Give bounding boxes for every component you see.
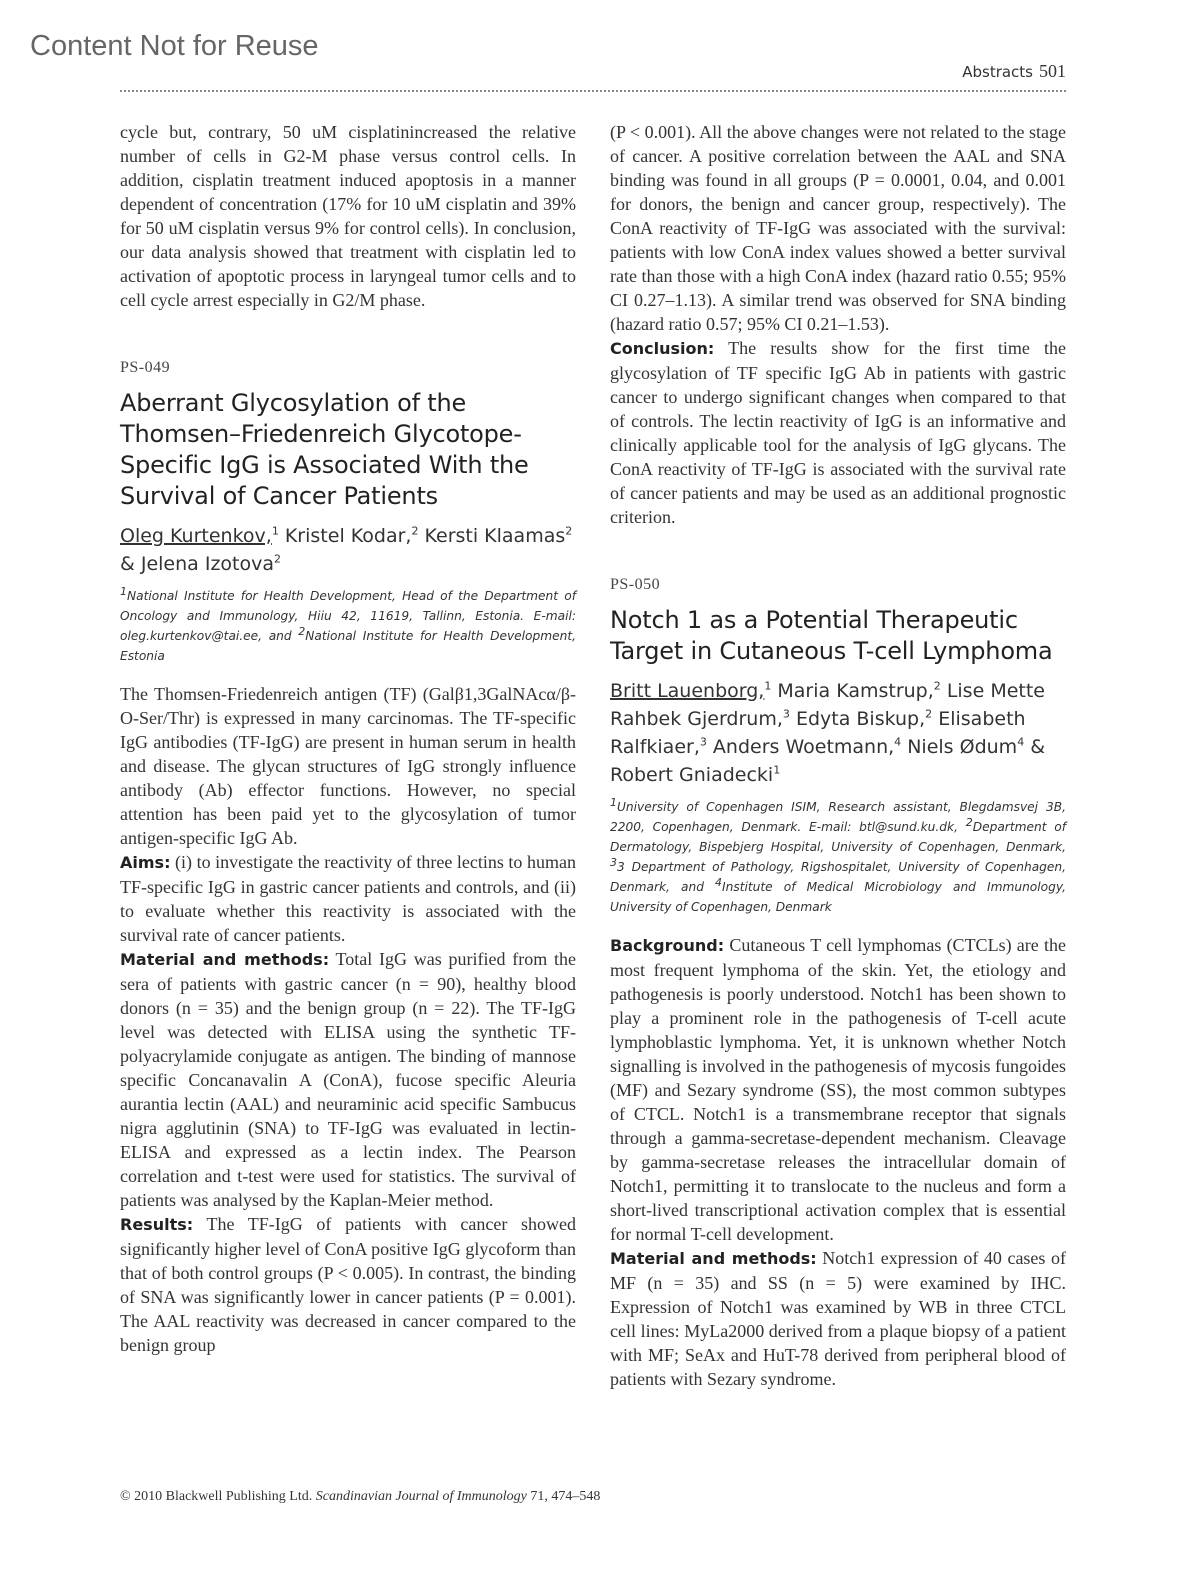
presenting-author: Oleg Kurtenkov, (120, 525, 272, 547)
author: Kristel Kodar, (278, 525, 412, 547)
section-heading: Conclusion: (610, 339, 715, 358)
section-heading: Material and methods: (120, 950, 330, 969)
abstract-title: Aberrant Glycosylation of the Thomsen–Friedenreich Glycotope-Specific IgG is Associated With the Survival of Cancer Patients (120, 389, 529, 510)
background-paragraph: Background: Cutaneous T cell lymphomas (CTCLs) are the most frequent lymphoma of the skin. Yet, the etiology and pathogenesis is poorly understood. Notch1 has been shown to play a prominent role in the pathogenesis of T-cell acute lymphoblastic lymphoma. Yet, it is unknown whether Notch signalling is involved in the pathogenesis of mycosis fungoides (MF) and Sezary syndrome (SS), the most common subtypes of CTCL. Notch1 is a transmembrane receptor that signals through a gamma-secretase-dependent mechanism. Cleavage by gamma-secretase releases the intracellular domain of Notch1, permitting it to translocate to the nucleus and form a short-lived transcriptional activation complex that is essential for normal T-cell development. (610, 935, 1066, 1244)
methods-paragraph: Material and methods: Total IgG was purified from the sera of patients with gastric cancer (n = 90), healthy blood donors (n = 35) and the benign group (n = 22). The TF-IgG level was detected with ELISA using the synthetic TF-polyacrylamide conjugate as antigen. The binding of mannose specific Concanavalin A (ConA), fucose specific Aleuria aurantia lectin (AAL) and neuraminic acid specific Sambucus nigra agglutinin (SNA) to TF-IgG was evaluated in lectin-ELISA and expressed as a lectin index. The Pearson correlation and t-test were used for statistics. The survival of patients was analysed by the Kaplan-Meier method. (120, 949, 576, 1210)
left-column (120, 120, 576, 1357)
citation: 71, 474–548 (530, 1489, 601, 1504)
aims-paragraph: Aims: (i) to investigate the reactivity of three lectins to human TF-specific IgG in gastric cancer patients and controls, and (ii) to evaluate whether this reactivity is associated with the survival rate of cancer patients. (120, 852, 576, 945)
author: Kersti Klaamas (418, 525, 566, 547)
section-heading: Results: (120, 1215, 194, 1234)
section-heading: Material and methods: (610, 1249, 817, 1268)
author-list: Britt Lauenborg,$^1$ Maria Kamstrup,$^2$ Lise Mette Rahbek Gjerdrum,$^3$ Edyta Biskup,$^2$ Elisabeth Ralfkiaer,$^3$ Anders Woetmann,$^4$ Niels Ødum$^4$ & Robert Gniadecki$^1$ (610, 679, 1046, 786)
section-heading: Background: (610, 936, 725, 955)
methods-paragraph: Material and methods: Notch1 expression of 40 cases of MF (n = 35) and SS (n = 5) were examined by IHC. Expression of Notch1 was examined by WB in three CTCL cell lines: MyLa2000 derived from a plaque biopsy of a patient with MF; SeAx and HuT-78 derived from peripheral blood of patients with Sezary syndrome. (610, 1248, 1066, 1389)
page-number: 501 (1039, 61, 1066, 81)
running-head (120, 60, 1066, 92)
results-paragraph: Results: The TF-IgG of patients with cancer showed significantly higher level of ConA positive IgG glycoform than that of both control groups (P < 0.005). In contrast, the binding of SNA was significantly lower in cancer patients (P = 0.001). The AAL reactivity was decreased in cancer compared to the benign group (120, 1214, 576, 1355)
copyright: © 2010 Blackwell Publishing Ltd. (120, 1489, 313, 1504)
page-footer (120, 1489, 600, 1505)
section-heading: Aims: (120, 853, 171, 872)
continuation-paragraph: cycle but, contrary, 50 uM cisplatinincreased the relative number of cells in G2-M phase versus control cells. In addition, cisplatin treatment induced apoptosis in a manner dependent of concentration (17% for 10 uM cisplatin and 39% for 50 uM cisplatin versus 9% for control cells). In conclusion, our data analysis showed that treatment with cisplatin led to activation of apoptotic process in laryngeal tumor cells and to cell cycle arrest especially in G2/M phase. (120, 122, 576, 310)
abstract-code: PS-049 (120, 359, 171, 376)
conclusion-paragraph: Conclusion: The results show for the first time the glycosylation of TF specific IgG Ab in patients with gastric cancer to undergo significant changes when compared to that of controls. The lectin reactivity of IgG is an informative and clinically applicable tool for the analysis of IgG glycans. The ConA reactivity of TF-IgG is associated with the survival rate of cancer patients and may be used as an additional prognostic criterion. (610, 338, 1066, 527)
author: & Jelena Izotova (120, 553, 275, 575)
affiliations: $^1$National Institute for Health Development, Head of the Department of Oncology and Immunology, Hiiu 42, 11619, Tallinn, Estonia. E-mail: oleg.kurtenkov@tai.ee, and $^2$National Institute for Health Development, Estonia (120, 584, 576, 663)
continuation-paragraph: (P < 0.001). All the above changes were not related to the stage of cancer. A positive correlation between the AAL and SNA binding was found in all groups (P = 0.0001, 0.04, and 0.001 for donors, the benign and cancer group, respectively). The ConA reactivity of TF-IgG was associated with the survival: patients with low ConA index values showed a better survival rate than those with a high ConA index (hazard ratio 0.55; 95% CI 0.27–1.13). A similar trend was observed for SNA binding (hazard ratio 0.57; 95% CI 0.21–1.53). (610, 122, 1066, 334)
right-column (610, 120, 1066, 1391)
watermark: Content Not for Reuse (30, 30, 319, 62)
abstract-intro: The Thomsen-Friedenreich antigen (TF) (Galβ1,3GalNAcα/β-O-Ser/Thr) is expressed in many carcinomas. The TF-specific IgG antibodies (TF-IgG) are present in human serum in health and disease. The glycan structures of IgG strongly influence antibody (Ab) effector functions. However, no special attention has been paid yet to the glycosylation of tumor antigen-specific IgG Ab. (120, 684, 576, 848)
affiliations: $^1$University of Copenhagen ISIM, Research assistant, Blegdamsvej 3B, 2200, Copenhagen, Denmark. E-mail: btl@sund.ku.dk, $^2$Department of Dermatology, Bispebjerg Hospital, University of Copenhagen, Denmark, $^3$3 Department of Pathology, Rigshospitalet, University of Copenhagen, Denmark, and $^4$Institute of Medical Microbiology and Immunology, University of Copenhagen, Denmark (610, 795, 1066, 914)
author-list: Oleg Kurtenkov,$^1$ Kristel Kodar,$^2$ Kersti Klaamas$^2$ & Jelena Izotova$^2$ (120, 524, 573, 575)
abstract-title: Notch 1 as a Potential Therapeutic Target in Cutaneous T-cell Lymphoma (610, 606, 1053, 665)
running-head-label: Abstracts (962, 63, 1033, 81)
running-head-text (962, 61, 1066, 82)
abstract-code: PS-050 (610, 576, 661, 593)
journal-name: Scandinavian Journal of Immunology (315, 1489, 527, 1504)
presenting-author: Britt Lauenborg, (610, 680, 765, 702)
